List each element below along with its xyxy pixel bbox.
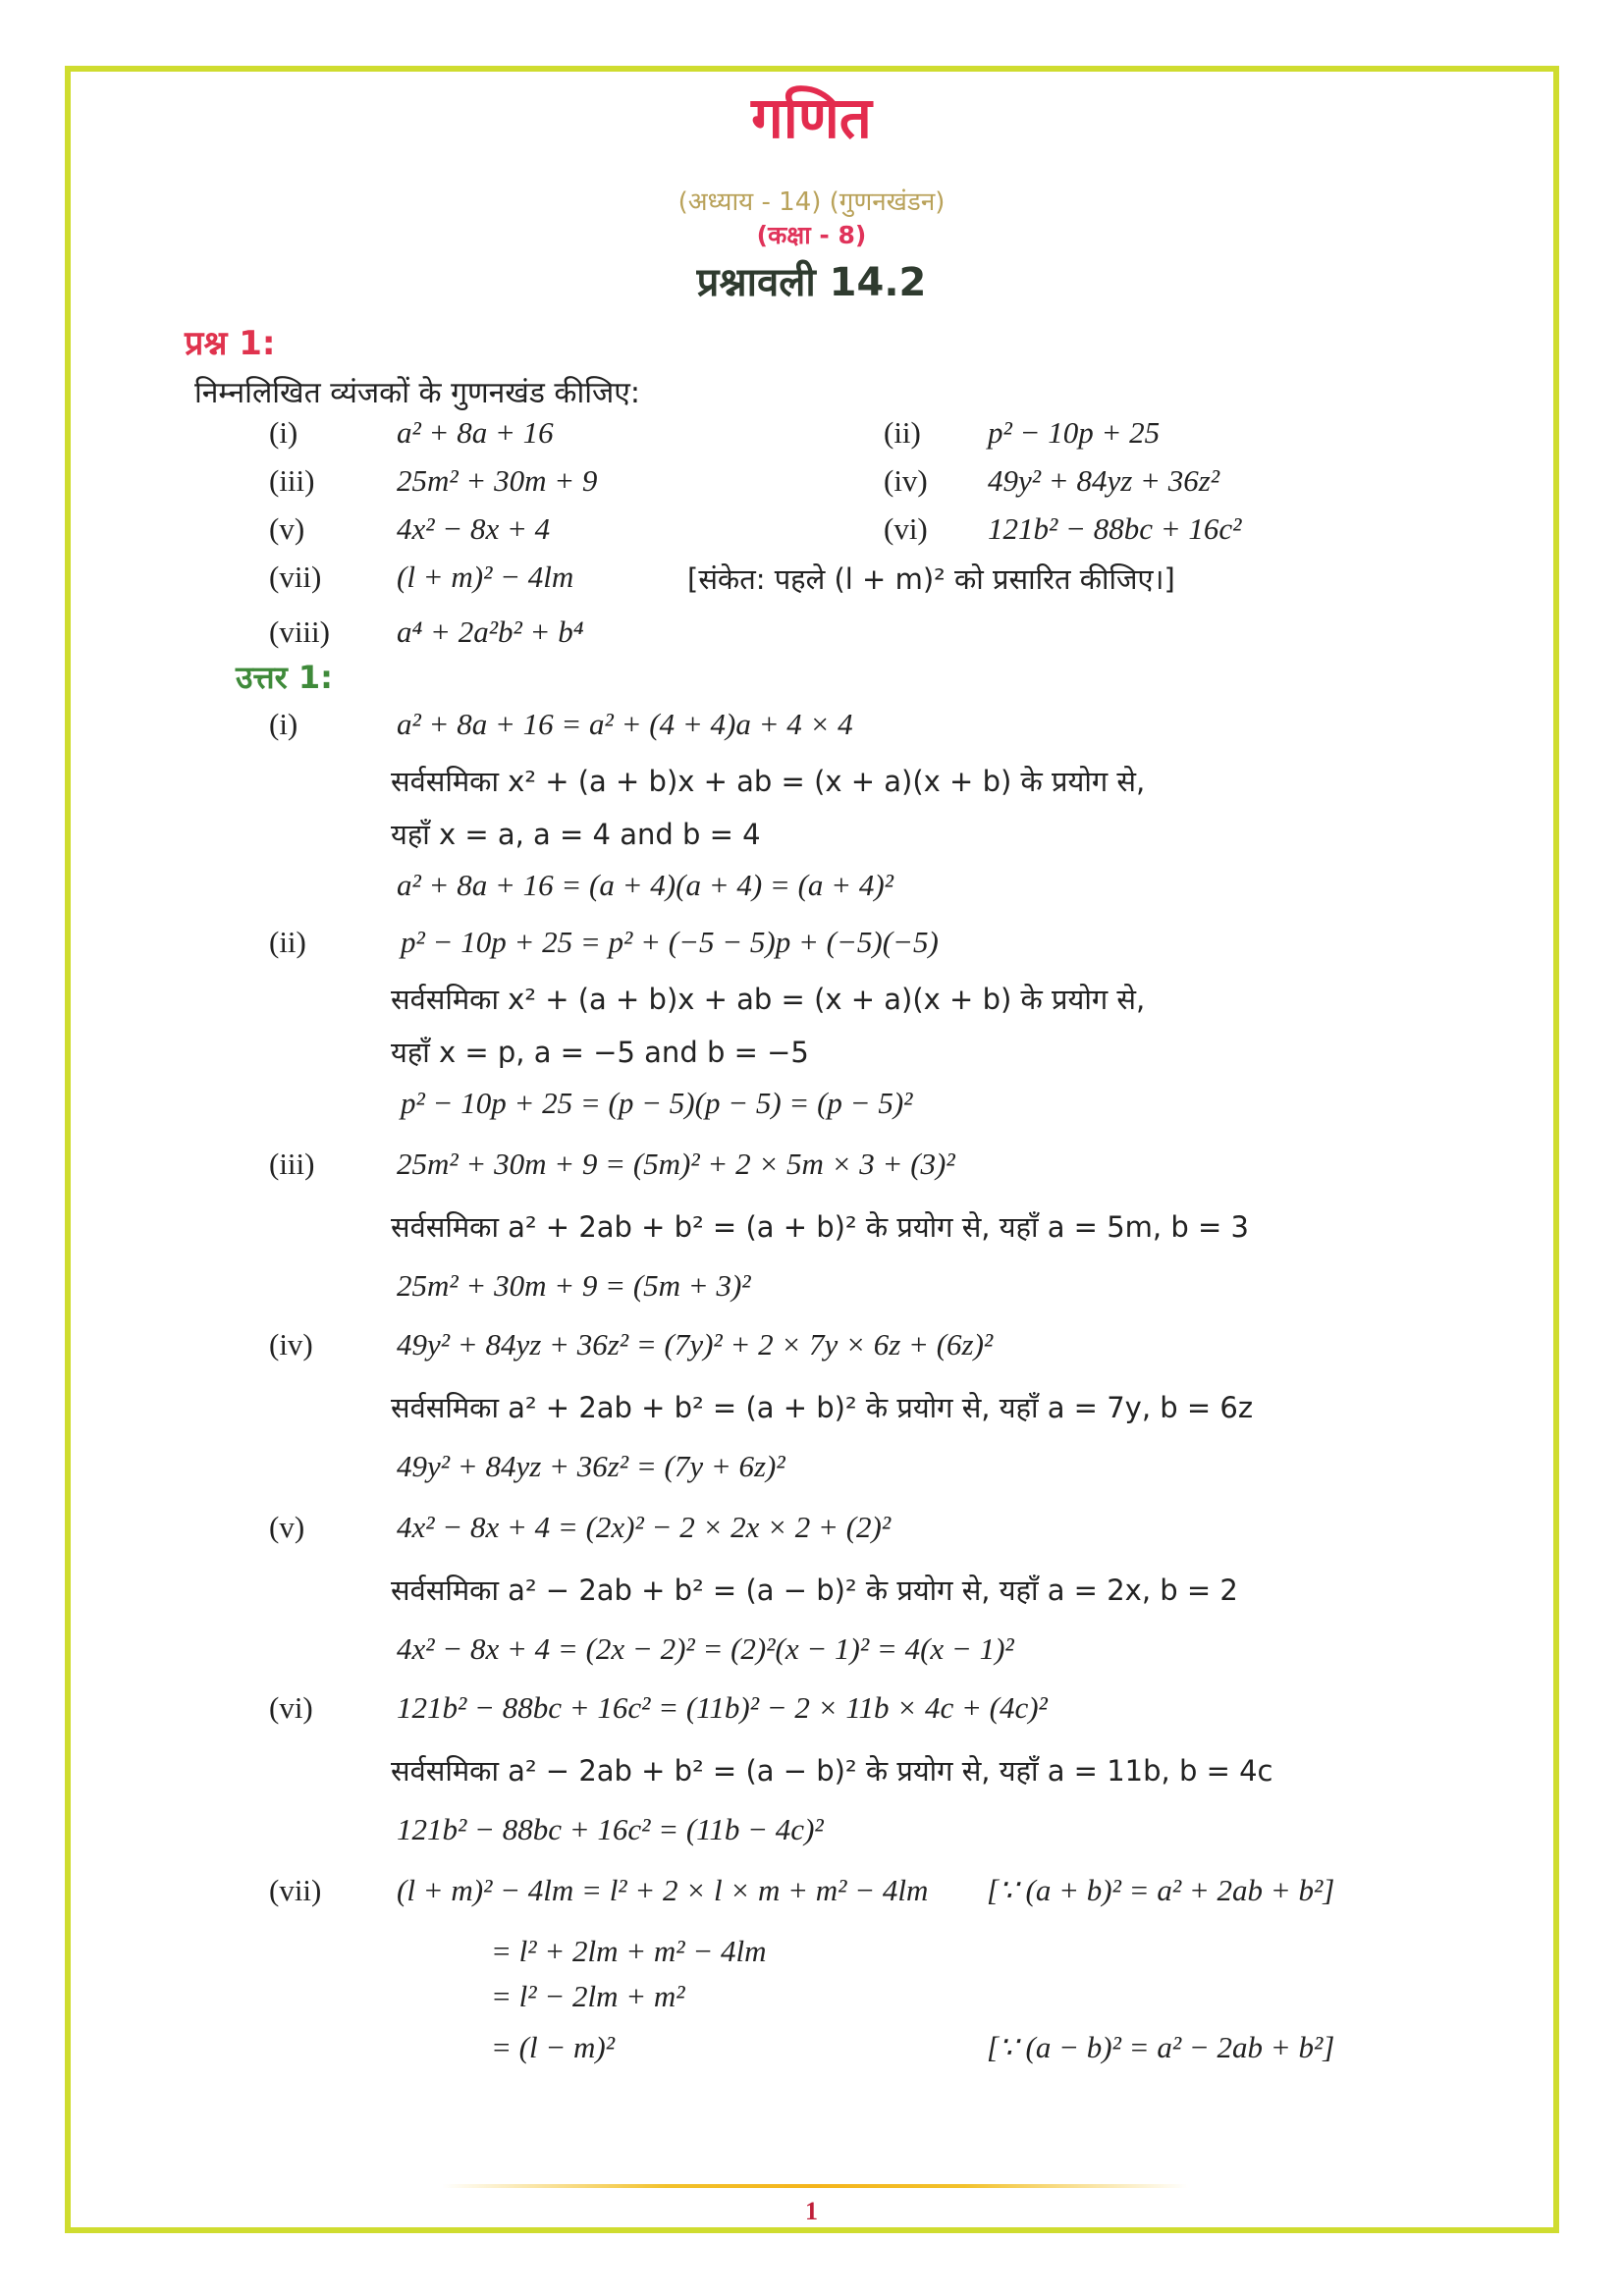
item-label: (iii) — [269, 463, 315, 498]
item-label: (viii) — [269, 614, 330, 649]
answer-line: = l² + 2lm + m² − 4lm — [491, 1934, 767, 1968]
answer-line: सर्वसमिका a² − 2ab + b² = (a − b)² के प्रयोग से, यहाँ a = 2x, b = 2 — [391, 1574, 1238, 1607]
answer-line: 4x² − 8x + 4 = (2x)² − 2 × 2x × 2 + (2)² — [397, 1510, 892, 1544]
answer-part-label: (v) — [269, 1510, 305, 1544]
answer-line: यहाँ x = a, a = 4 and b = 4 — [391, 818, 761, 851]
answer-line: सर्वसमिका a² + 2ab + b² = (a + b)² के प्रयोग से, यहाँ a = 5m, b = 3 — [391, 1210, 1249, 1244]
identity-note: [∵ (a + b)² = a² + 2ab + b²] — [987, 1873, 1335, 1907]
identity-note: [∵ (a − b)² = a² − 2ab + b²] — [987, 2030, 1335, 2064]
item-expr: 121b² − 88bc + 16c² — [988, 511, 1242, 546]
answer-line: 4x² − 8x + 4 = (2x − 2)² = (2)²(x − 1)² = 4(x − 1)² — [397, 1631, 1014, 1666]
item-expr: p² − 10p + 25 — [988, 415, 1161, 450]
chapter-label: (अध्याय - 14) (गुणनखंडन) — [677, 187, 946, 217]
class-label: (कक्षा - 8) — [756, 221, 867, 249]
subject-title: गणित — [751, 84, 872, 151]
answer-line: सर्वसमिका a² + 2ab + b² = (a + b)² के प्रयोग से, यहाँ a = 7y, b = 6z — [391, 1391, 1254, 1424]
answer-line: 25m² + 30m + 9 = (5m + 3)² — [397, 1268, 751, 1303]
answer-line: = l² − 2lm + m² — [491, 1979, 685, 2013]
hint-text: [संकेत: पहले (l + m)² को प्रसारित कीजिए।] — [687, 562, 1175, 596]
answer-heading: उत्तर 1: — [236, 659, 333, 696]
answer-line: 121b² − 88bc + 16c² = (11b − 4c)² — [397, 1812, 824, 1846]
answer-part-label: (vii) — [269, 1873, 322, 1907]
answer-part-label: (vi) — [269, 1690, 313, 1725]
item-label: (vi) — [884, 511, 928, 546]
item-label: (v) — [269, 511, 305, 546]
answer-line: यहाँ x = p, a = −5 and b = −5 — [391, 1036, 809, 1069]
page-number: 1 — [805, 2197, 818, 2225]
answer-line: a² + 8a + 16 = (a + 4)(a + 4) = (a + 4)² — [397, 868, 893, 902]
answer-line: 49y² + 84yz + 36z² = (7y)² + 2 × 7y × 6z + (6z)² — [397, 1327, 994, 1362]
answer-part-label: (iii) — [269, 1147, 315, 1181]
answer-line: a² + 8a + 16 = a² + (4 + 4)a + 4 × 4 — [397, 707, 853, 741]
answer-line: सर्वसमिका a² − 2ab + b² = (a − b)² के प्रयोग से, यहाँ a = 11b, b = 4c — [391, 1754, 1273, 1788]
answer-line: (l + m)² − 4lm = l² + 2 × l × m + m² − 4lm — [397, 1873, 929, 1907]
answer-line: सर्वसमिका x² + (a + b)x + ab = (x + a)(x + b) के प्रयोग से, — [391, 765, 1146, 798]
item-expr: a² + 8a + 16 — [397, 415, 554, 450]
exercise-title: प्रश्नावली 14.2 — [696, 260, 927, 305]
answer-part-label: (iv) — [269, 1327, 313, 1362]
item-expr: 25m² + 30m + 9 — [397, 463, 598, 498]
question-heading: प्रश्न 1: — [185, 324, 276, 363]
item-label: (i) — [269, 415, 298, 450]
answer-part-label: (i) — [269, 707, 298, 741]
answer-line: 25m² + 30m + 9 = (5m)² + 2 × 5m × 3 + (3)² — [397, 1147, 955, 1181]
item-label: (ii) — [884, 415, 921, 450]
footer-divider — [442, 2184, 1188, 2188]
item-label: (vii) — [269, 560, 322, 594]
answer-line: p² − 10p + 25 = p² + (−5 − 5)p + (−5)(−5) — [401, 925, 939, 959]
item-label: (iv) — [884, 463, 928, 498]
item-expr: (l + m)² − 4lm — [397, 560, 574, 594]
item-expr: a⁴ + 2a²b² + b⁴ — [397, 614, 584, 649]
answer-line: 49y² + 84yz + 36z² = (7y + 6z)² — [397, 1449, 785, 1483]
answer-line: = (l − m)² — [491, 2030, 616, 2064]
answer-line: p² − 10p + 25 = (p − 5)(p − 5) = (p − 5)² — [401, 1086, 913, 1120]
question-instruction: निम्नलिखित व्यंजकों के गुणनखंड कीजिए: — [194, 376, 640, 410]
item-expr: 4x² − 8x + 4 — [397, 511, 551, 546]
answer-line: 121b² − 88bc + 16c² = (11b)² − 2 × 11b × 4c + (4c)² — [397, 1690, 1048, 1725]
answer-line: सर्वसमिका x² + (a + b)x + ab = (x + a)(x + b) के प्रयोग से, — [391, 983, 1146, 1016]
answer-part-label: (ii) — [269, 925, 306, 959]
item-expr: 49y² + 84yz + 36z² — [988, 463, 1220, 498]
